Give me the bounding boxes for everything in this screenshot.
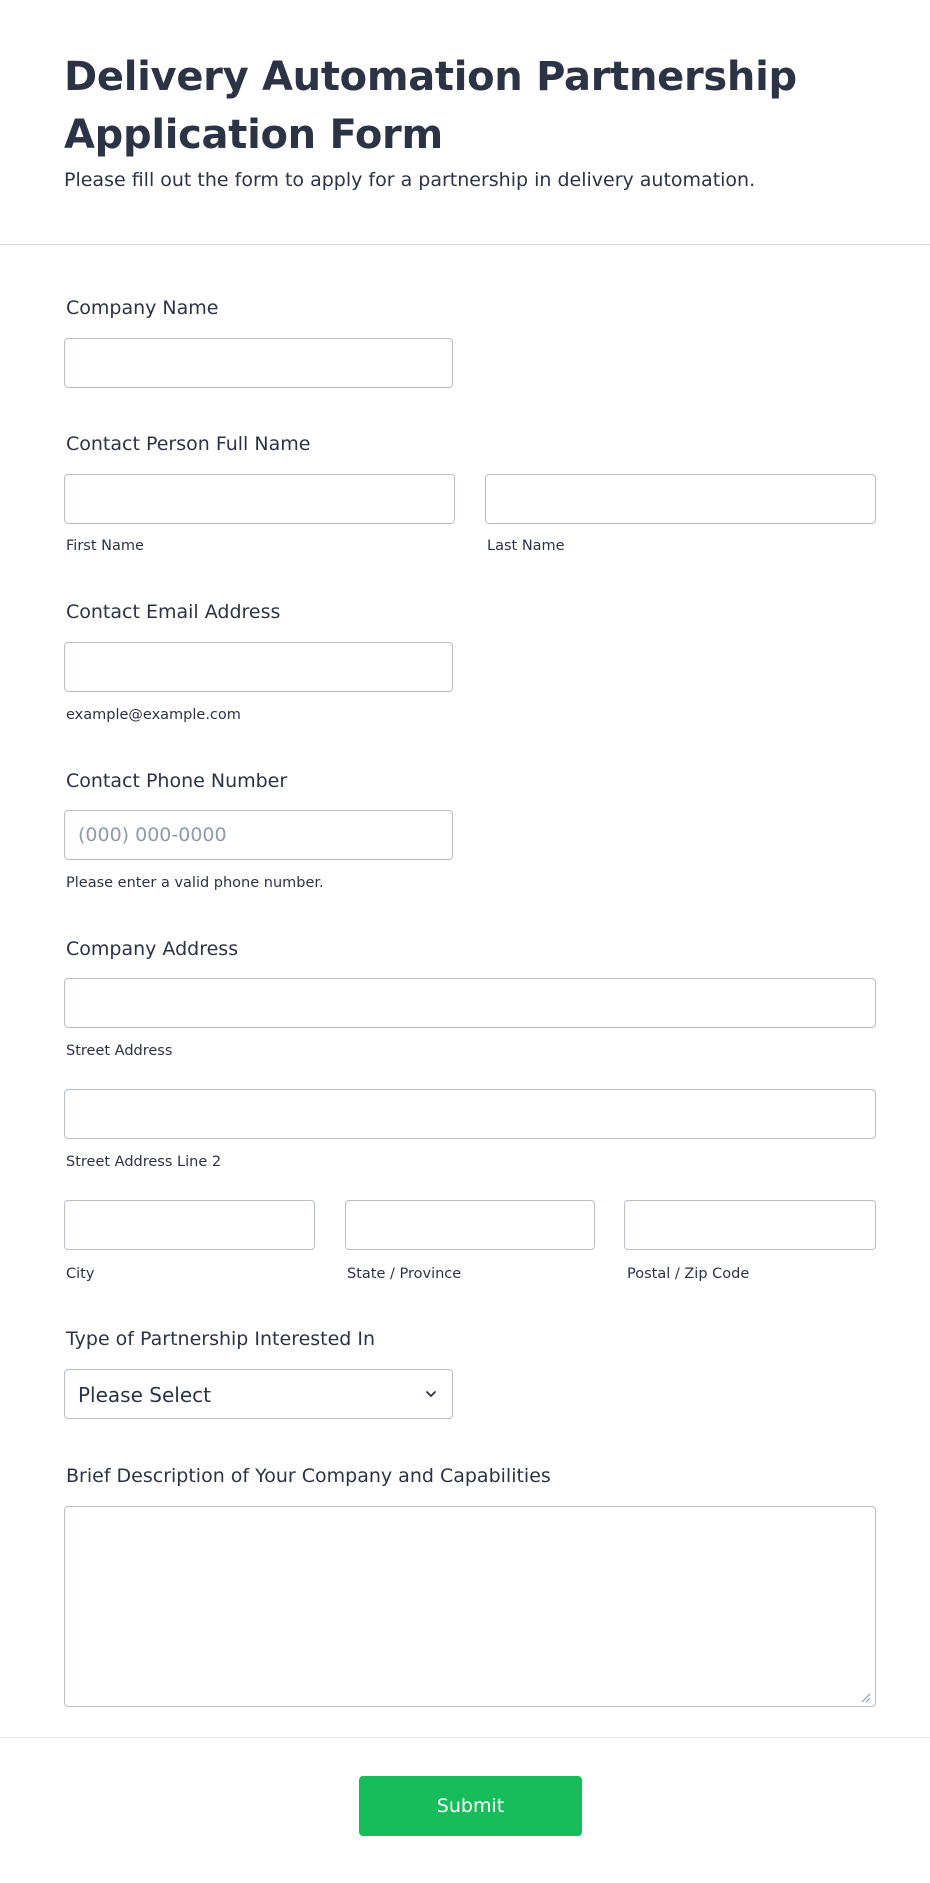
- phone-sublabel: Please enter a valid phone number.: [66, 875, 324, 891]
- last-name-input[interactable]: [485, 474, 876, 524]
- city-sublabel: City: [66, 1266, 95, 1282]
- state-sublabel: State / Province: [347, 1266, 462, 1282]
- form-header: [0, 0, 930, 245]
- phone-input[interactable]: [64, 810, 453, 860]
- email-sublabel: example@example.com: [66, 707, 241, 723]
- street-address-sublabel: Street Address: [66, 1043, 173, 1059]
- submit-button[interactable]: Submit: [359, 1776, 582, 1836]
- company-name-input[interactable]: [64, 338, 453, 388]
- company-name-label: Company Name: [66, 297, 219, 319]
- partnership-type-select[interactable]: [64, 1369, 453, 1419]
- email-input[interactable]: [64, 642, 453, 692]
- street-address-line2-input[interactable]: [64, 1089, 876, 1139]
- street-address-line2-sublabel: Street Address Line 2: [66, 1154, 222, 1170]
- postal-code-sublabel: Postal / Zip Code: [627, 1266, 750, 1282]
- state-input[interactable]: [345, 1200, 595, 1250]
- partnership-type-label: Type of Partnership Interested In: [66, 1328, 376, 1350]
- description-textarea[interactable]: [64, 1506, 876, 1707]
- email-label: Contact Email Address: [66, 601, 281, 623]
- contact-name-label: Contact Person Full Name: [66, 433, 311, 455]
- street-address-input[interactable]: [64, 978, 876, 1028]
- chevron-down-icon: [424, 1387, 438, 1401]
- first-name-input[interactable]: [64, 474, 455, 524]
- last-name-sublabel: Last Name: [487, 538, 565, 554]
- form-title: Delivery Automation Partnership Application Form: [64, 54, 797, 158]
- partnership-type-selected: Please Select: [78, 1383, 211, 1407]
- form-subtitle: Please fill out the form to apply for a partnership in delivery automation.: [64, 169, 756, 191]
- resize-grip-icon[interactable]: [860, 1692, 871, 1703]
- postal-code-input[interactable]: [624, 1200, 876, 1250]
- description-label: Brief Description of Your Company and Capabilities: [66, 1465, 551, 1487]
- first-name-sublabel: First Name: [66, 538, 144, 554]
- phone-label: Contact Phone Number: [66, 770, 288, 792]
- city-input[interactable]: [64, 1200, 315, 1250]
- address-label: Company Address: [66, 938, 239, 960]
- footer-divider: [0, 1737, 930, 1738]
